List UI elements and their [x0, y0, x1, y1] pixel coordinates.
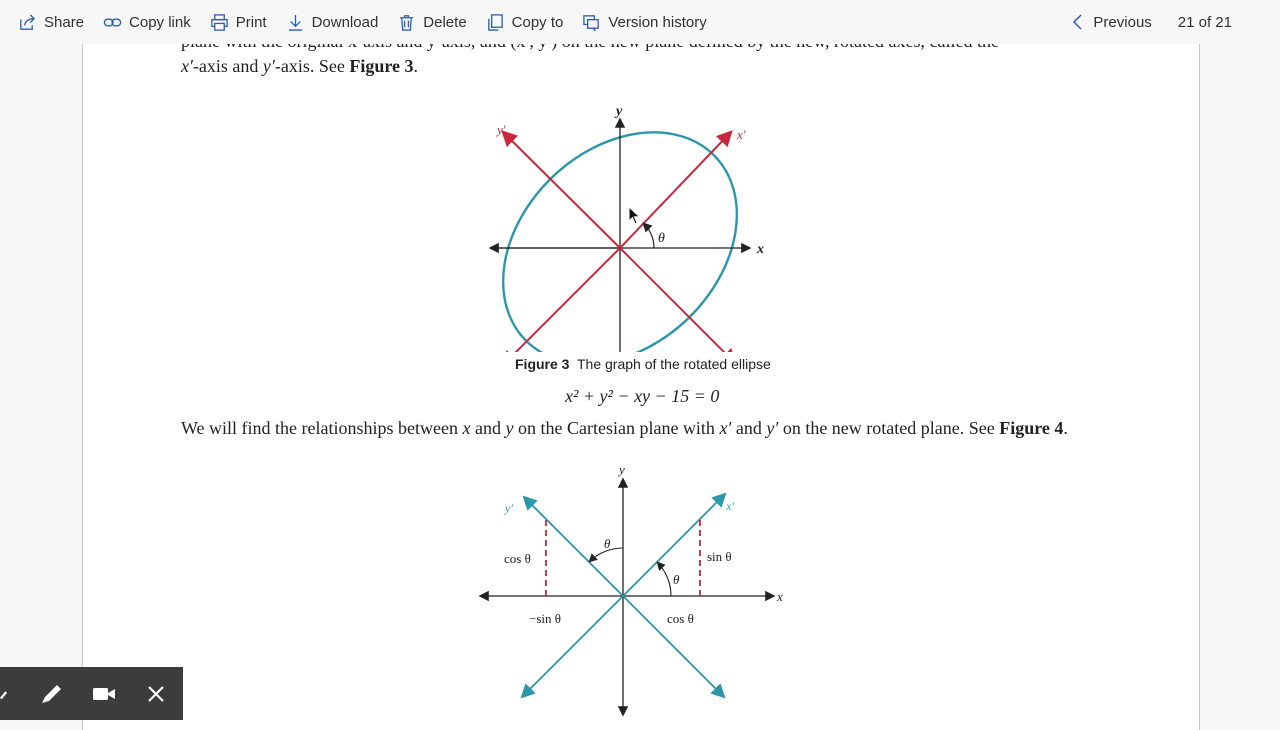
- close-icon: [143, 681, 169, 707]
- print-button[interactable]: [210, 13, 267, 32]
- mouse-cursor-icon: [628, 206, 642, 226]
- label-y: y: [616, 104, 623, 119]
- previous-label: Previous: [1093, 13, 1152, 31]
- label-x-prime: x′: [737, 127, 746, 142]
- label-cos-theta-bottom: cos θ: [667, 611, 694, 626]
- text-xprime: x′: [181, 56, 193, 76]
- figure3-rotated-ellipse: [481, 72, 771, 352]
- label-y: y: [619, 462, 625, 477]
- text-xprime: x′: [719, 418, 732, 438]
- text-segment: .: [1063, 418, 1068, 438]
- highlighter-icon: [39, 681, 65, 707]
- label-theta: θ: [658, 231, 665, 246]
- text-segment: and: [470, 418, 506, 438]
- download-icon: [286, 13, 305, 32]
- label-theta-right: θ: [673, 572, 680, 587]
- video-camera-icon: [91, 681, 117, 707]
- trash-icon: [397, 13, 416, 32]
- text-segment: -axis and: [192, 56, 263, 76]
- label-neg-sin-theta: −sin θ: [529, 611, 561, 626]
- theta-arc-right: [658, 563, 671, 596]
- previous-button[interactable]: [1071, 13, 1151, 31]
- ellipse-equation: x² + y² − xy − 15 = 0: [565, 386, 720, 406]
- text-yprime: y′: [262, 56, 275, 76]
- caption-number: Figure 3: [515, 356, 570, 372]
- text-yprime: y′: [766, 418, 779, 438]
- label-x: x: [757, 242, 764, 257]
- text-segment: on the new rotated plane. See: [778, 418, 1000, 438]
- link-icon: [103, 13, 122, 32]
- label-cos-theta-left: cos θ: [504, 551, 531, 566]
- label-x: x: [777, 589, 783, 604]
- page-navigation: [1071, 0, 1232, 44]
- figure4-reference: Figure 4: [999, 418, 1064, 438]
- share-label: Share: [44, 13, 85, 31]
- command-bar-left: [0, 13, 726, 32]
- document-page: [82, 30, 1200, 730]
- label-x-prime: x′: [726, 499, 734, 513]
- download-button[interactable]: [286, 13, 379, 32]
- version-history-icon: [582, 13, 601, 32]
- text-x: x: [462, 418, 471, 438]
- label-sin-theta-right: sin θ: [707, 549, 732, 564]
- y-prime-axis: [504, 133, 620, 248]
- text-segment: -axis. See: [274, 56, 350, 76]
- version-history-button[interactable]: [582, 13, 706, 32]
- rotated-ellipse: [481, 86, 771, 352]
- share-button[interactable]: [18, 13, 84, 32]
- delete-button[interactable]: [397, 13, 466, 32]
- delete-label: Delete: [423, 13, 467, 31]
- copy-icon: [486, 13, 505, 32]
- pen-icon: [0, 681, 14, 707]
- label-y-prime: y′: [505, 501, 513, 515]
- caption-text: The graph of the rotated ellipse: [577, 356, 771, 372]
- text-segment: .: [413, 56, 419, 76]
- close-overlay-button[interactable]: [130, 667, 182, 720]
- share-icon: [18, 13, 37, 32]
- label-y-prime: y′: [497, 122, 506, 137]
- highlighter-button[interactable]: [26, 667, 78, 720]
- text-segment: We will find the relationships between: [181, 418, 463, 438]
- camera-button[interactable]: [78, 667, 130, 720]
- copy-link-label: Copy link: [129, 13, 191, 31]
- x-prime-axis: [620, 133, 730, 248]
- paragraph-relationships: [181, 418, 1068, 439]
- recording-overlay-toolbar: [0, 667, 183, 720]
- y-prime-axis-neg: [620, 248, 734, 352]
- text-segment: on the Cartesian plane with: [513, 418, 720, 438]
- command-bar: [0, 0, 1280, 44]
- pen-button[interactable]: [0, 667, 26, 720]
- printer-icon: [210, 13, 229, 32]
- text-line-figure3-ref: [181, 56, 418, 77]
- theta-arc: [644, 224, 654, 248]
- copy-to-button[interactable]: [486, 13, 564, 32]
- text-y: y: [505, 418, 514, 438]
- figure3-reference: Figure 3: [349, 56, 414, 76]
- print-label: Print: [235, 13, 267, 31]
- page-count: 21 of 21: [1177, 13, 1232, 31]
- copy-to-label: Copy to: [511, 13, 564, 31]
- figure3-caption: [515, 356, 771, 372]
- download-label: Download: [311, 13, 379, 31]
- chevron-left-icon: [1071, 13, 1085, 31]
- copy-link-button[interactable]: [103, 13, 191, 32]
- figure4-rotation-relationships: [471, 460, 791, 720]
- text-segment: and: [731, 418, 767, 438]
- label-theta-top: θ: [604, 536, 611, 551]
- version-history-label: Version history: [608, 13, 707, 31]
